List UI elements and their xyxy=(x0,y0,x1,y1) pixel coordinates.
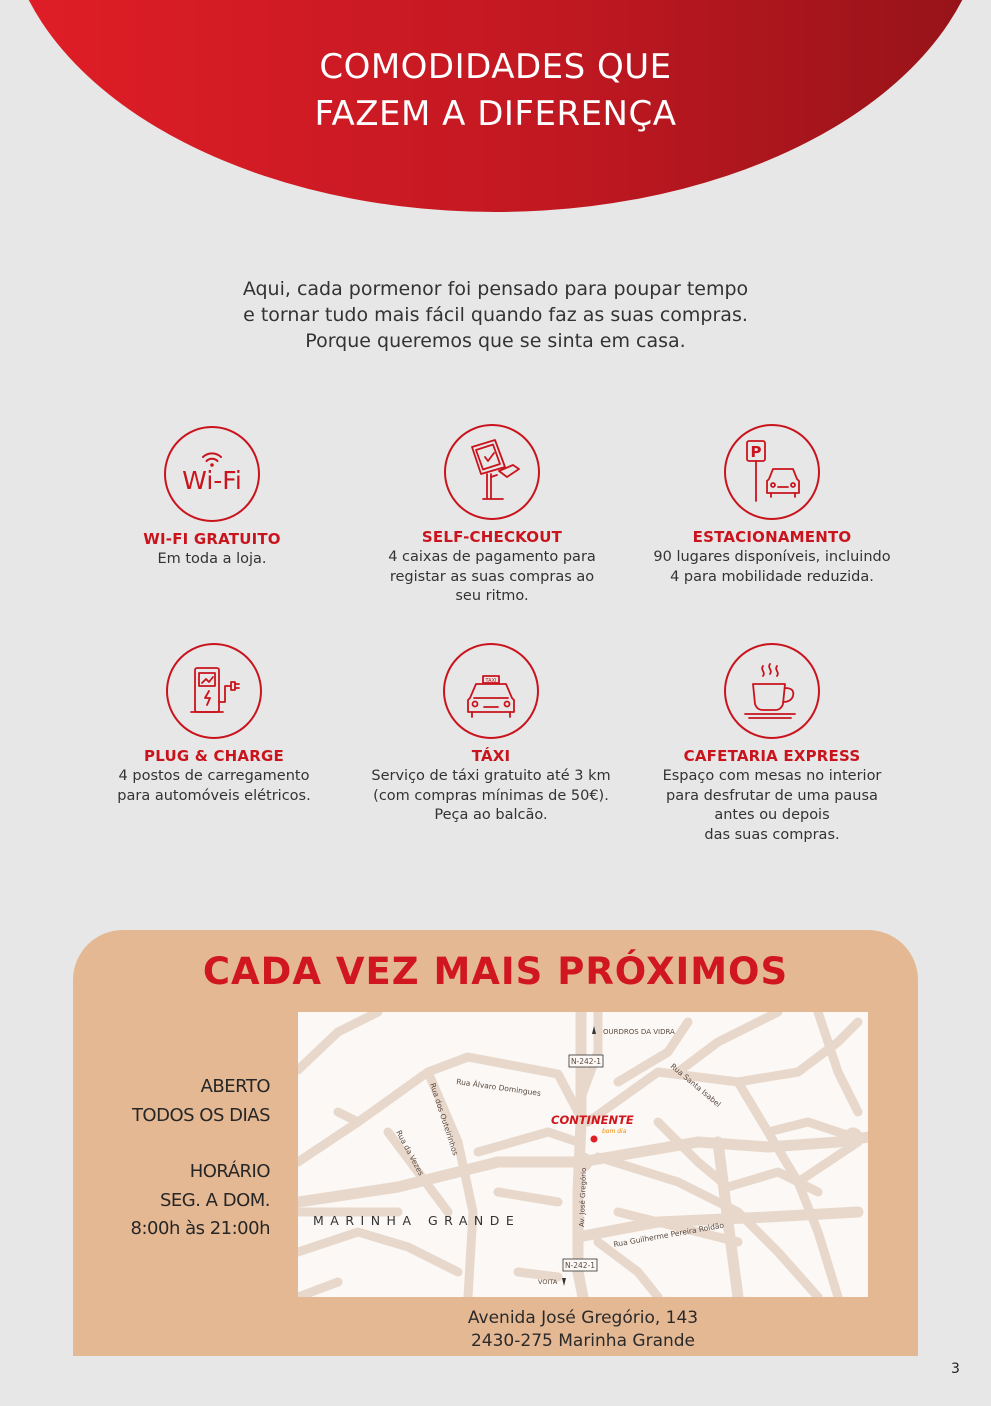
map-street-label: Rua Álvaro Domingues xyxy=(455,1077,542,1098)
opening-hours xyxy=(131,1073,270,1244)
feature-parking xyxy=(642,424,902,587)
map-road-north: N-242-1 xyxy=(570,1057,602,1066)
feature-title: WI-FI GRATUITO xyxy=(143,530,281,548)
taxi-icon xyxy=(443,643,539,739)
parking-letter: P xyxy=(750,443,762,461)
feature-description-line: Espaço com mesas no interior xyxy=(662,768,882,784)
feature-description-line: 90 lugares disponíveis, incluindo xyxy=(653,549,891,565)
feature-title: SELF-CHECKOUT xyxy=(421,528,563,546)
map-road-south: N-242-1 xyxy=(564,1261,596,1270)
hours-time: 8:00h às 21:00h xyxy=(130,1218,270,1239)
map-street-label: Av. José Gregório xyxy=(578,1167,589,1228)
intro-line-1: Aqui, cada pormenor foi pensado para poupar tempo xyxy=(242,278,749,300)
feature-description xyxy=(362,548,622,607)
feature-description-line: Em toda a loja. xyxy=(157,551,267,567)
open-line-1: ABERTO xyxy=(200,1076,270,1097)
feature-title: ESTACIONAMENTO xyxy=(692,528,852,546)
page-title-line-1: COMODIDADES QUE xyxy=(319,47,672,87)
feature-description xyxy=(361,767,621,826)
ev-charger-icon xyxy=(166,643,262,739)
self-checkout-icon xyxy=(444,424,540,520)
hours-days: SEG. A DOM. xyxy=(159,1189,270,1211)
feature-description-line: 4 para mobilidade reduzida. xyxy=(670,568,874,585)
feature-title: TÁXI xyxy=(471,747,511,765)
feature-cafeteria xyxy=(642,643,902,845)
taxi-sign-text: TAXI xyxy=(485,678,497,684)
feature-description-line: (com compras mínimas de 50€). xyxy=(373,787,609,804)
map-direction-north: OURDROS DA VIDRA xyxy=(603,1028,675,1036)
feature-description-line: 4 postos de carregamento xyxy=(118,768,310,784)
intro-text xyxy=(0,276,991,354)
feature-taxi xyxy=(361,643,621,826)
open-line-2: TODOS OS DIAS xyxy=(131,1104,270,1126)
page-number: 3 xyxy=(951,1361,960,1377)
map-direction-south: VOITA xyxy=(538,1278,558,1286)
map-street-label: Rua Guilherme Pereira Roldão xyxy=(612,1220,725,1249)
wifi-icon xyxy=(164,426,260,522)
store-logo: CONTINENTE xyxy=(551,1113,634,1127)
feature-description-line: para automóveis elétricos. xyxy=(117,787,311,804)
feature-description-line: 4 caixas de pagamento para xyxy=(388,549,596,565)
store-address xyxy=(298,1307,868,1353)
feature-plug-charge xyxy=(84,643,344,806)
feature-description-line: seu ritmo. xyxy=(455,588,529,604)
store-logo-sub: bom dia xyxy=(602,1128,627,1135)
feature-description xyxy=(82,550,342,570)
page-title-line-2: FAZEM A DIFERENÇA xyxy=(314,94,677,134)
location-map xyxy=(298,1012,868,1297)
feature-description-line: registar as suas compras ao xyxy=(389,568,595,585)
feature-title: CAFETARIA EXPRESS xyxy=(683,747,861,765)
wifi-icon-text: Wi-Fi xyxy=(182,466,242,495)
feature-self-checkout xyxy=(362,424,622,607)
feature-description-line: antes ou depois xyxy=(714,807,830,823)
map-street-label: Rua dos Outeirinhos xyxy=(428,1081,461,1157)
feature-description-line: para desfrutar de uma pausa xyxy=(666,787,878,804)
map-street-label: Rua Santa Isabel xyxy=(668,1061,723,1109)
address-line-1: Avenida José Gregório, 143 xyxy=(467,1308,699,1328)
feature-description-line: Peça ao balcão. xyxy=(434,807,548,823)
page-title xyxy=(0,44,991,138)
coffee-cup-icon xyxy=(724,643,820,739)
feature-description xyxy=(84,767,344,806)
address-line-2: 2430-275 Marinha Grande xyxy=(470,1331,696,1351)
parking-icon xyxy=(724,424,820,520)
feature-description-line: das suas compras. xyxy=(704,826,840,843)
feature-description xyxy=(642,548,902,587)
intro-line-2: e tornar tudo mais fácil quando faz as suas compras. xyxy=(243,304,748,326)
map-street-label: Rua da Vezes xyxy=(394,1128,426,1178)
feature-title: PLUG & CHARGE xyxy=(144,747,284,765)
intro-line-3: Porque queremos que se sinta em casa. xyxy=(305,330,686,352)
location-title: CADA VEZ MAIS PRÓXIMOS xyxy=(202,950,789,993)
feature-wifi xyxy=(82,426,342,570)
map-town-label: MARINHA GRANDE xyxy=(313,1213,521,1228)
feature-description-line: Serviço de táxi gratuito até 3 km xyxy=(371,768,611,784)
feature-description xyxy=(642,767,902,845)
hours-label: HORÁRIO xyxy=(189,1161,270,1182)
